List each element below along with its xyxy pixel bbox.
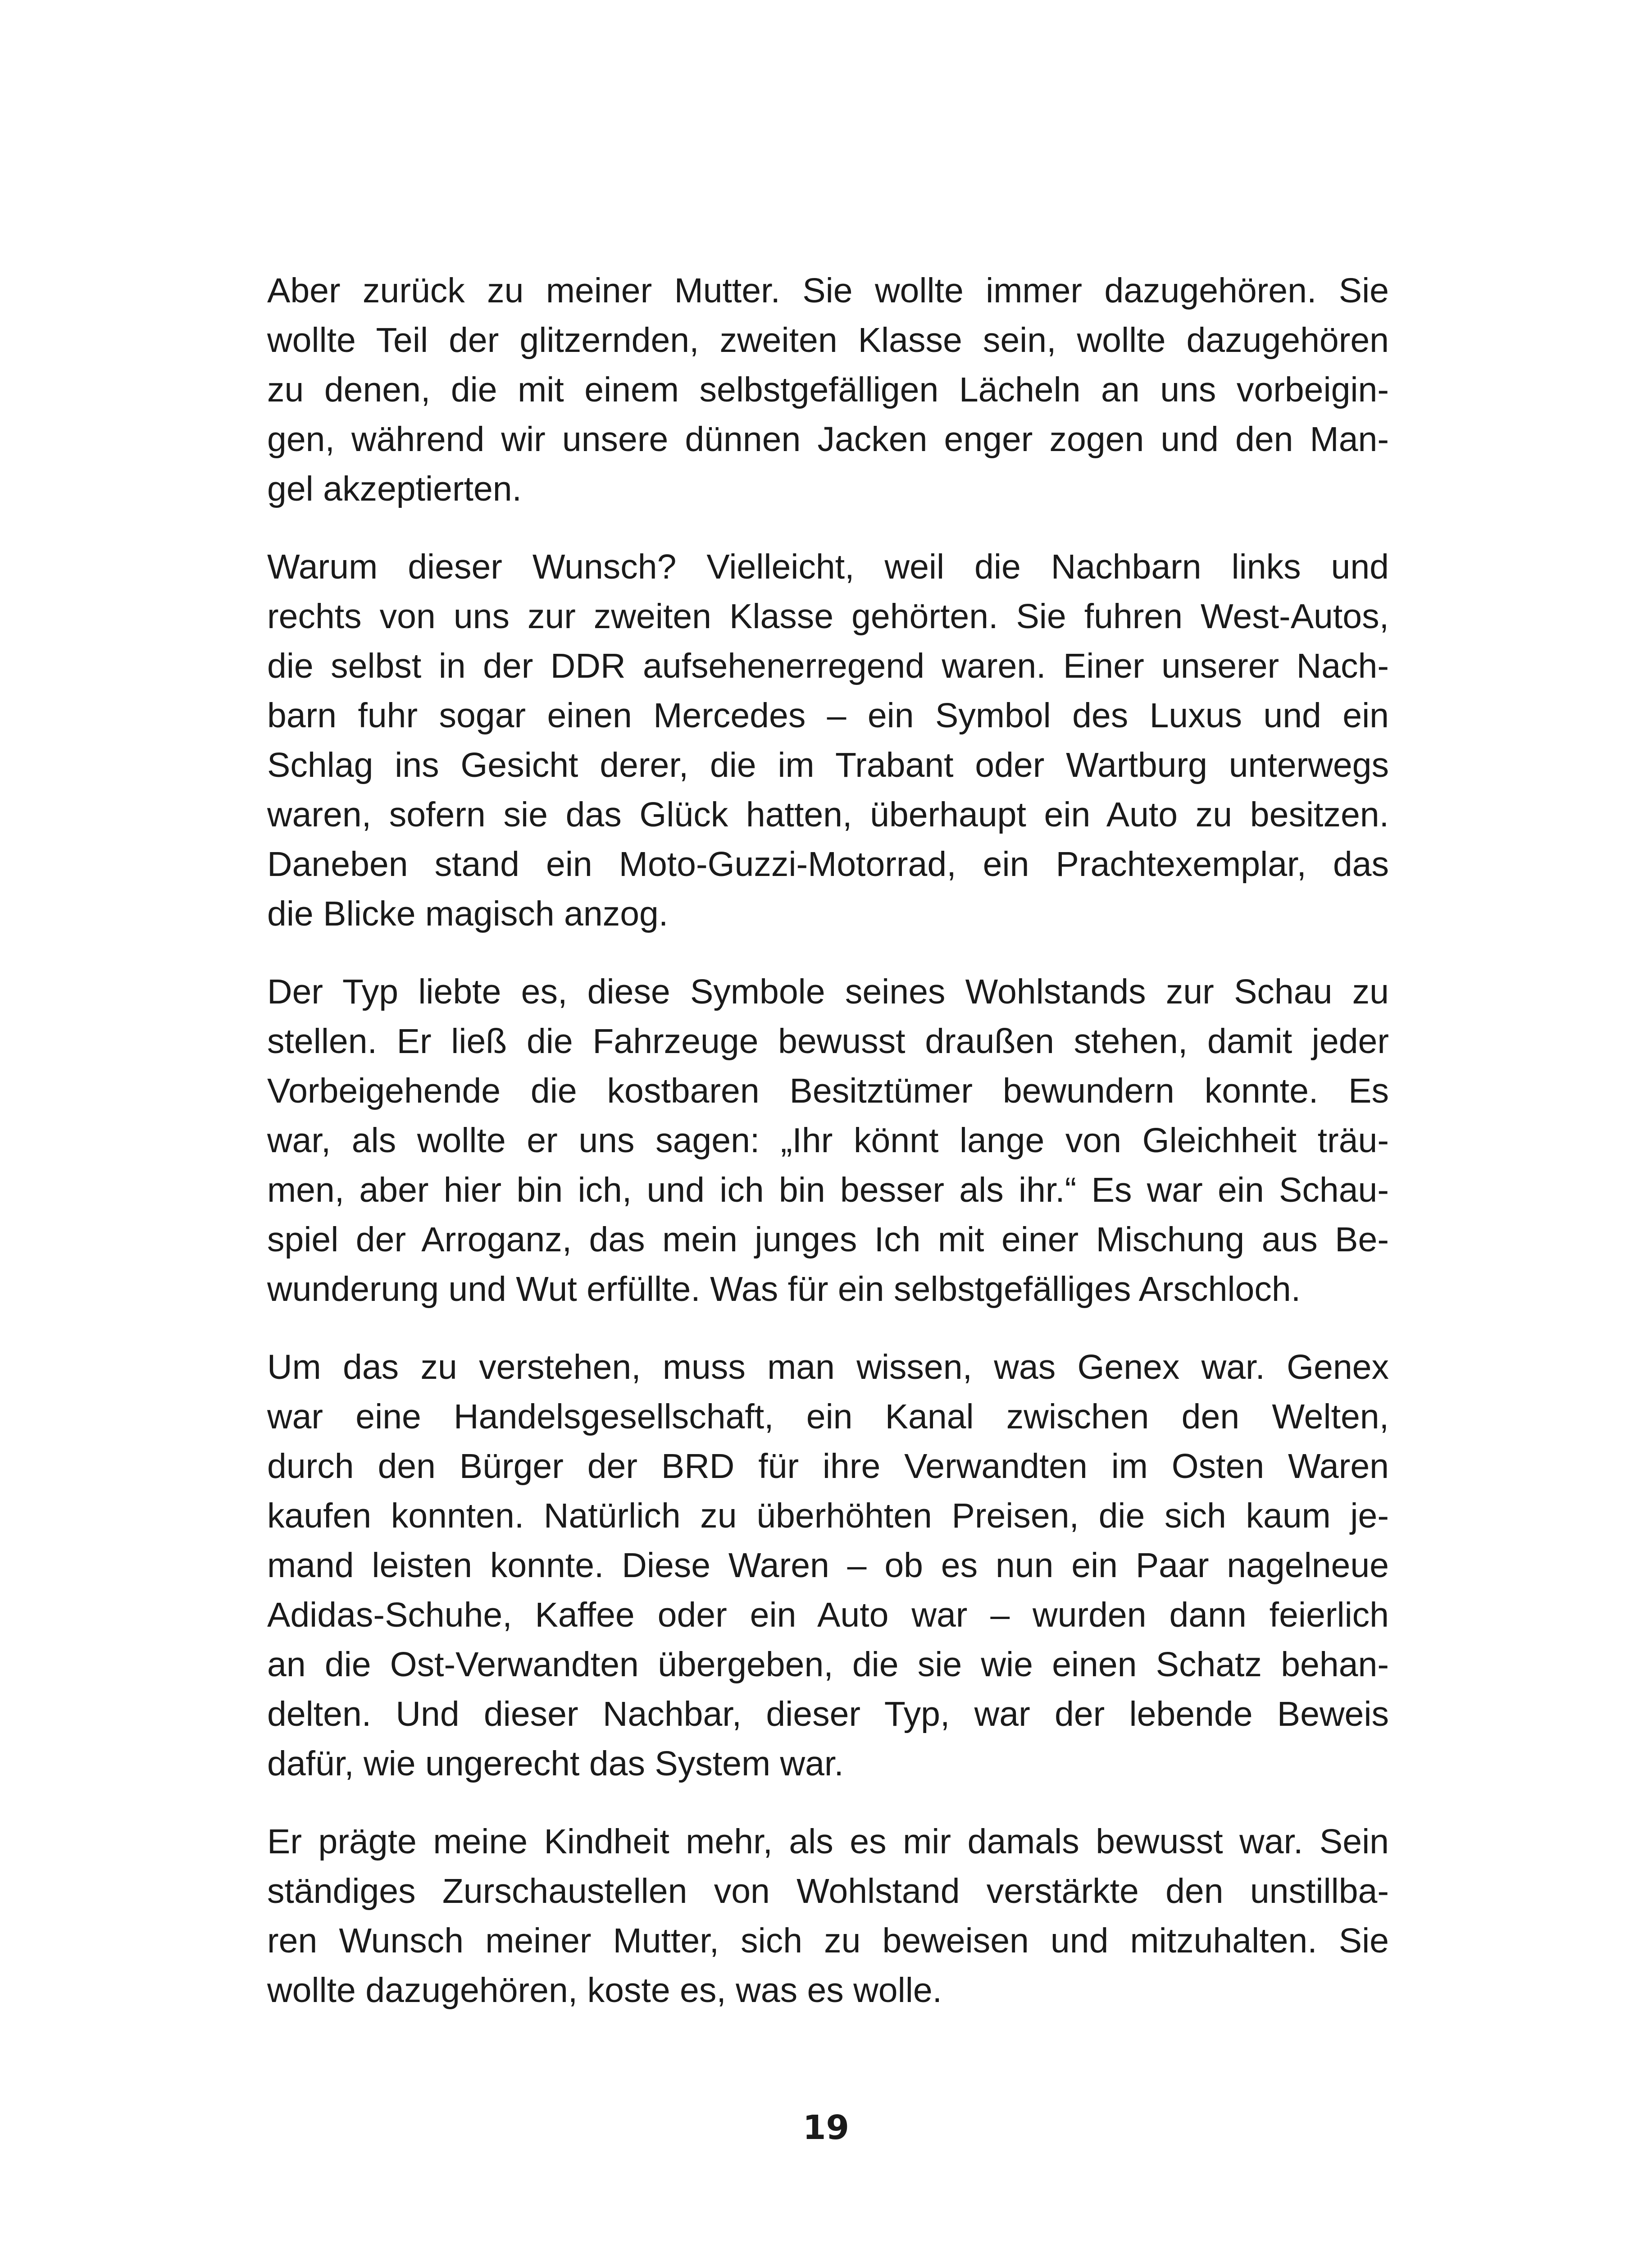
text-line: Daneben stand ein Moto-Guzzi-Motorrad, ein Prachtexemplar, das bbox=[267, 845, 1389, 884]
paragraph bbox=[267, 1817, 1389, 2015]
text-line: barn fuhr sogar einen Mercedes – ein Symbol des Luxus und ein bbox=[267, 696, 1389, 735]
text-line: spiel der Arroganz, das mein junges Ich mit einer Mischung aus Be- bbox=[267, 1220, 1389, 1259]
text-line: wollte dazugehören, koste es, was es wolle. bbox=[267, 1971, 942, 2010]
paragraph bbox=[267, 967, 1389, 1314]
text-line: dafür, wie ungerecht das System war. bbox=[267, 1744, 844, 1783]
text-line: an die Ost-Verwandten übergeben, die sie wie einen Schatz behan- bbox=[267, 1645, 1389, 1684]
text-line: mand leisten konnte. Diese Waren – ob es nun ein Paar nagelneue bbox=[267, 1546, 1389, 1585]
text-line: kaufen konnten. Natürlich zu überhöhten Preisen, die sich kaum je- bbox=[267, 1496, 1389, 1535]
text-line: men, aber hier bin ich, und ich bin besser als ihr.“ Es war ein Schau- bbox=[267, 1171, 1389, 1209]
text-line: stellen. Er ließ die Fahrzeuge bewusst draußen stehen, damit jeder bbox=[267, 1022, 1389, 1061]
text-line: Adidas-Schuhe, Kaffee oder ein Auto war – wurden dann feierlich bbox=[267, 1596, 1389, 1634]
text-line: Er prägte meine Kindheit mehr, als es mir damals bewusst war. Sein bbox=[267, 1822, 1389, 1861]
text-line: Um das zu verstehen, muss man wissen, was Genex war. Genex bbox=[267, 1348, 1389, 1386]
text-line: die Blicke magisch anzog. bbox=[267, 894, 669, 933]
text-line: Der Typ liebte es, diese Symbole seines Wohlstands zur Schau zu bbox=[267, 972, 1389, 1011]
text-line: war, als wollte er uns sagen: „Ihr könnt lange von Gleichheit träu- bbox=[267, 1121, 1389, 1160]
text-line: waren, sofern sie das Glück hatten, überhaupt ein Auto zu besitzen. bbox=[267, 795, 1389, 834]
body-text bbox=[267, 266, 1389, 2015]
text-line: wunderung und Wut erfüllte. Was für ein selbstgefälliges Arschloch. bbox=[267, 1270, 1301, 1309]
text-line: zu denen, die mit einem selbstgefälligen Lächeln an uns vorbeigin- bbox=[267, 370, 1389, 409]
paragraph bbox=[267, 542, 1389, 939]
text-line: Schlag ins Gesicht derer, die im Trabant oder Wartburg unterwegs bbox=[267, 746, 1389, 784]
text-line: durch den Bürger der BRD für ihre Verwandten im Osten Waren bbox=[267, 1447, 1389, 1486]
text-line: die selbst in der DDR aufsehenerregend waren. Einer unserer Nach- bbox=[267, 647, 1389, 685]
text-line: gel akzeptierten. bbox=[267, 470, 522, 508]
text-line: rechts von uns zur zweiten Klasse gehörten. Sie fuhren West-Autos, bbox=[267, 597, 1389, 636]
page-number: 19 bbox=[803, 2108, 849, 2147]
paragraph bbox=[267, 266, 1389, 514]
paragraph bbox=[267, 1342, 1389, 1788]
text-line: Warum dieser Wunsch? Vielleicht, weil die Nachbarn links und bbox=[267, 547, 1389, 586]
text-line: delten. Und dieser Nachbar, dieser Typ, war der lebende Beweis bbox=[267, 1695, 1389, 1733]
text-line: ständiges Zurschaustellen von Wohlstand verstärkte den unstillba- bbox=[267, 1872, 1389, 1911]
text-line: gen, während wir unsere dünnen Jacken enger zogen und den Man- bbox=[267, 420, 1389, 459]
text-line: Vorbeigehende die kostbaren Besitztümer bewundern konnte. Es bbox=[267, 1072, 1389, 1110]
text-line: ren Wunsch meiner Mutter, sich zu beweisen und mitzuhalten. Sie bbox=[267, 1921, 1389, 1960]
text-line: wollte Teil der glitzernden, zweiten Klasse sein, wollte dazugehören bbox=[267, 321, 1389, 360]
text-line: Aber zurück zu meiner Mutter. Sie wollte immer dazugehören. Sie bbox=[267, 271, 1389, 310]
text-line: war eine Handelsgesellschaft, ein Kanal zwischen den Welten, bbox=[267, 1397, 1389, 1436]
